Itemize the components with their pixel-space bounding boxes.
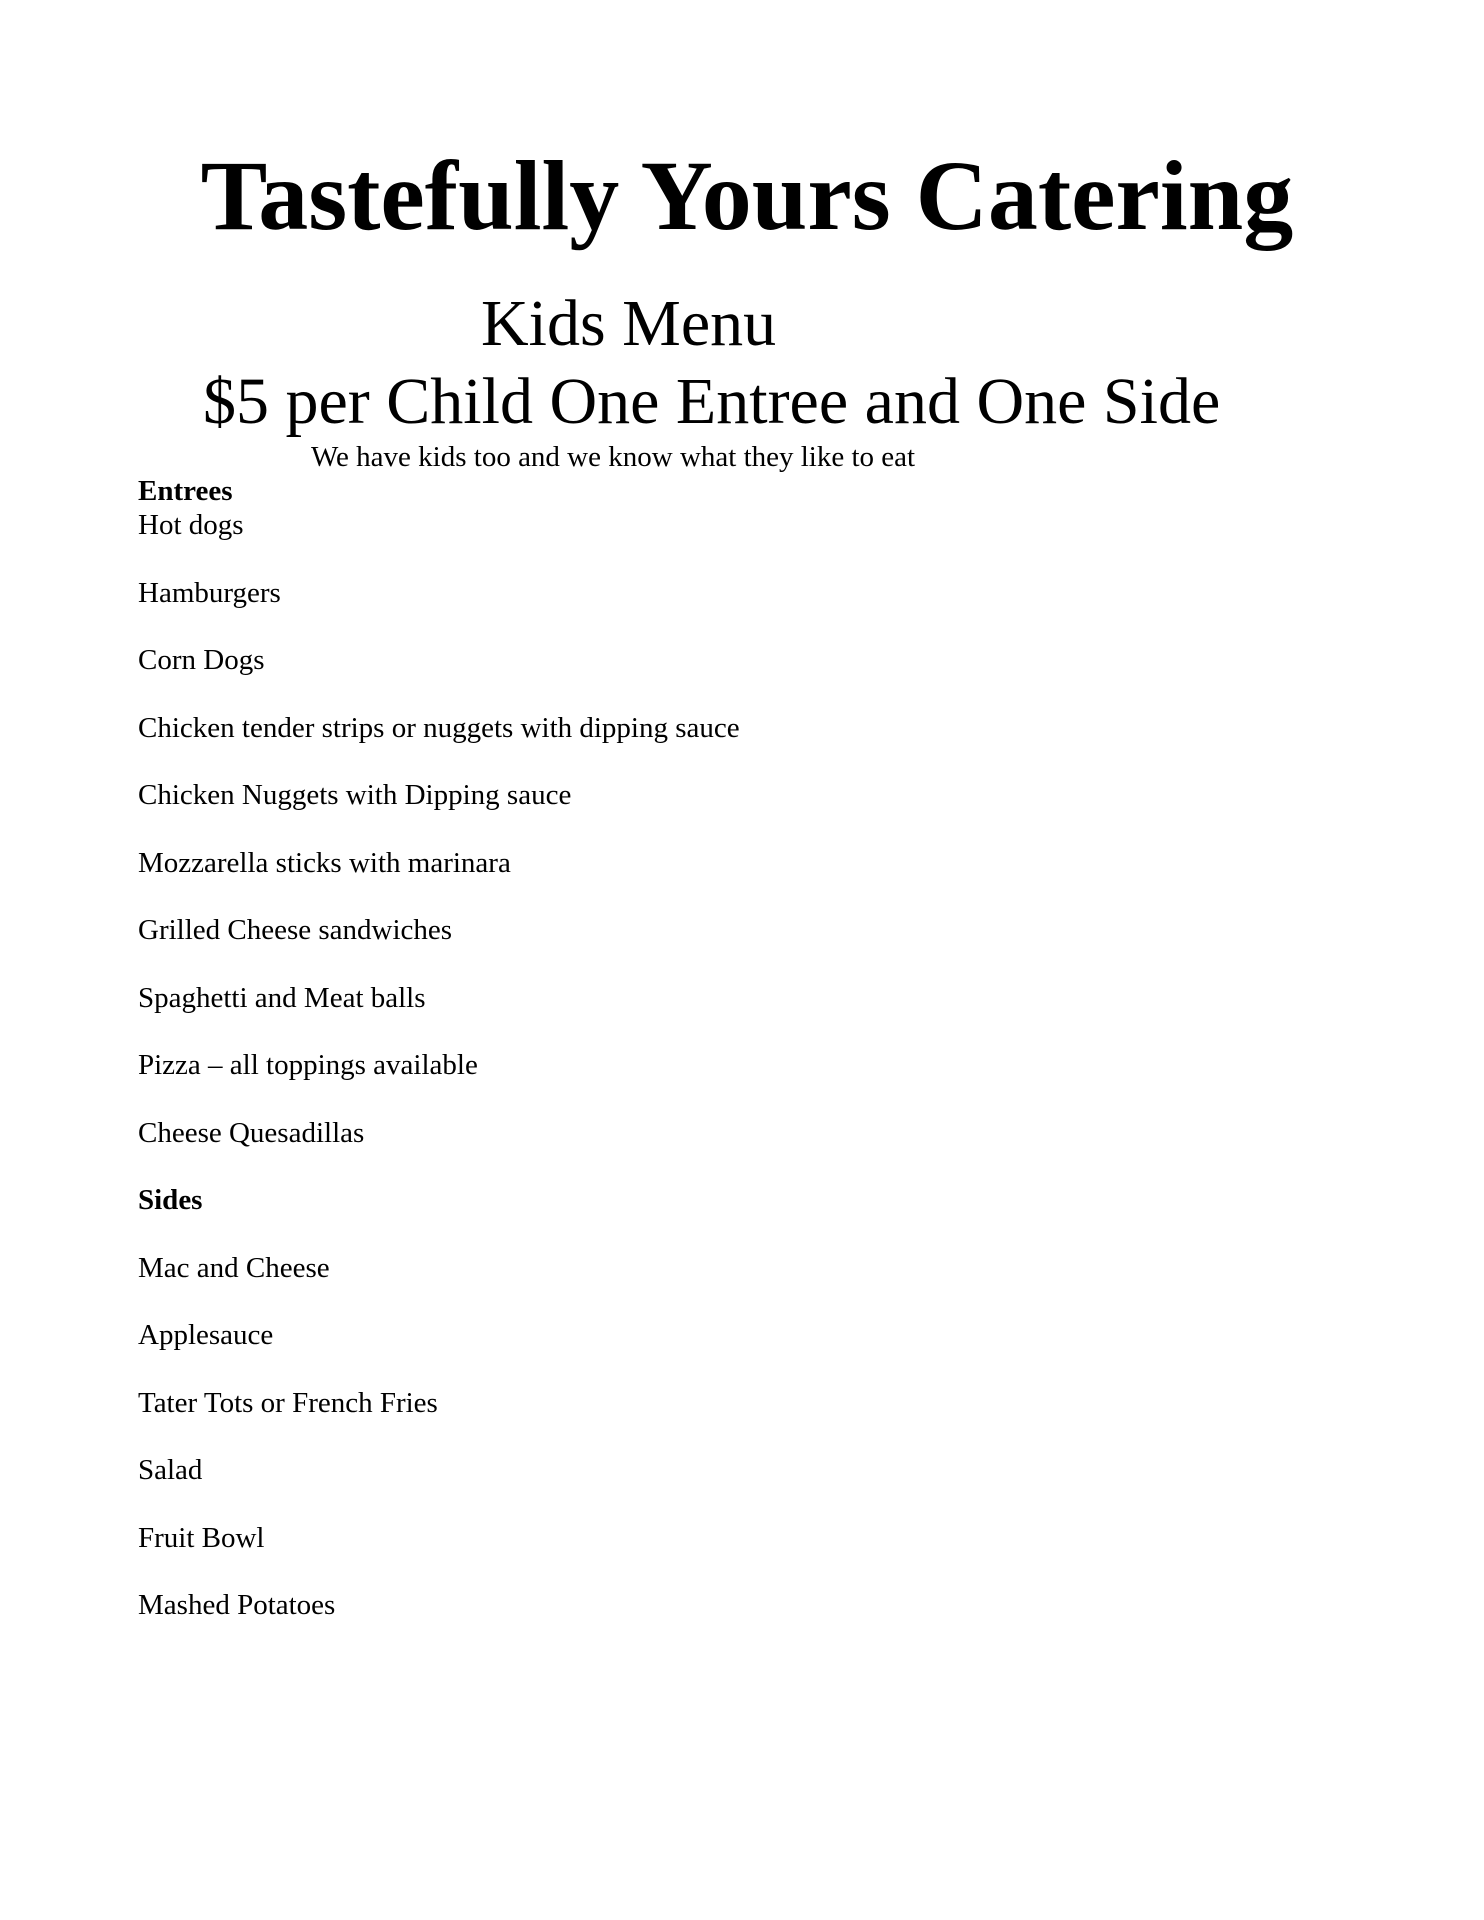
side-item: Applesauce [138,1319,274,1351]
entree-item: Spaghetti and Meat balls [138,981,426,1014]
side-item: Fruit Bowl [138,1521,265,1554]
entree-item: Chicken Nuggets with Dipping sauce [138,779,572,811]
menu-content [138,474,1338,1656]
side-item: Salad [138,1454,203,1486]
entrees-list [138,508,1338,1150]
entree-item: Mozzarella sticks with marinara [138,846,511,879]
side-item: Mac and Cheese [138,1251,330,1284]
entrees-heading: Entrees [138,475,233,507]
price-line: $5 per Child One Entree and One Side [203,365,1221,438]
entree-item: Hamburgers [138,576,281,609]
tagline: We have kids too and we know what they like to eat [311,441,916,473]
side-item: Mashed Potatoes [138,1589,336,1621]
side-item: Tater Tots or French Fries [138,1386,438,1419]
menu-subtitle: Kids Menu [481,287,777,360]
entree-item: Hot dogs [138,509,244,541]
sides-heading: Sides [138,1184,203,1216]
document-title: Tastefully Yours Catering [200,140,1294,251]
entree-item: Chicken tender strips or nuggets with dipping sauce [138,711,740,744]
entree-item: Cheese Quesadillas [138,1116,365,1149]
entree-item: Corn Dogs [138,644,265,676]
entree-item: Pizza – all toppings available [138,1049,478,1081]
entree-item: Grilled Cheese sandwiches [138,914,453,946]
sides-list [138,1251,1338,1623]
